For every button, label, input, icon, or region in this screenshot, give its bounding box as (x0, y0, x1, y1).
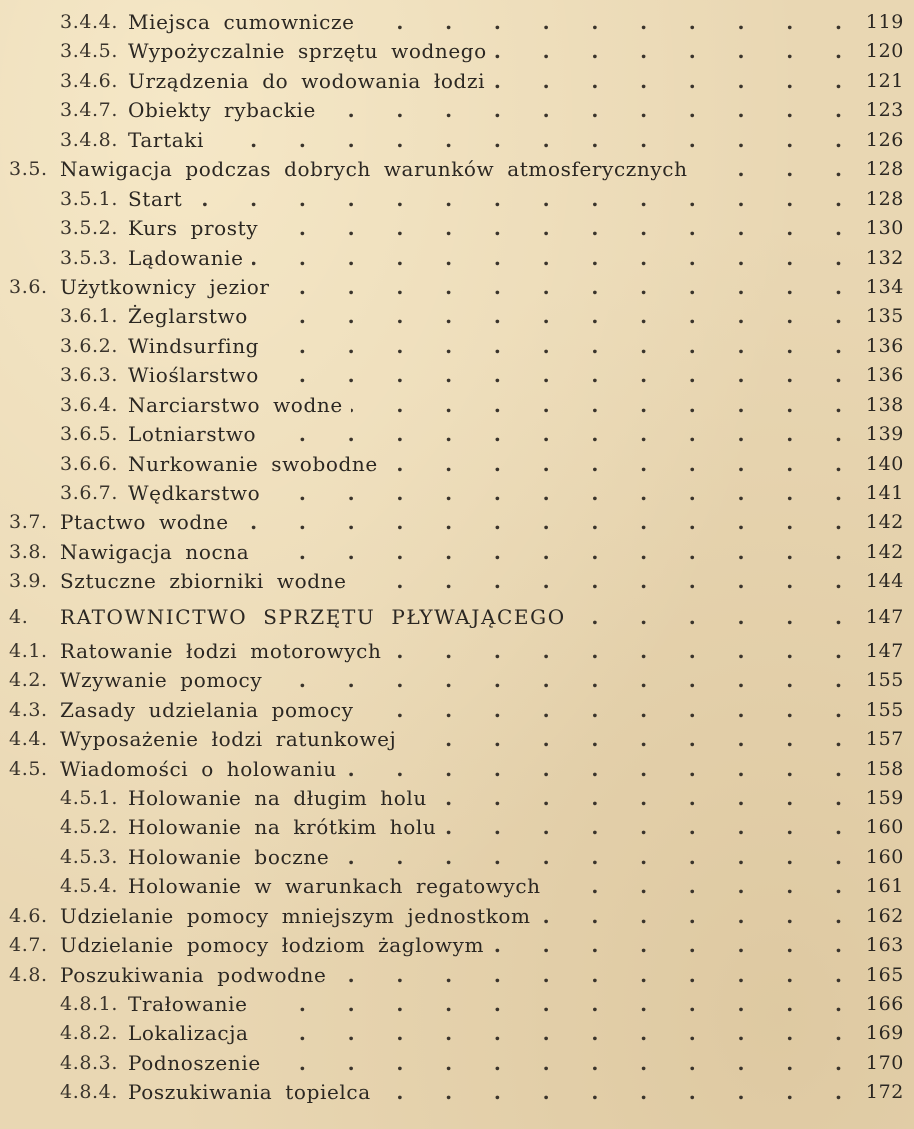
toc-entry-title: Urządzenia do wodowania łodzi (128, 68, 486, 93)
toc-entry-page-number: 159 (865, 786, 904, 809)
dot-leader (574, 599, 842, 635)
toc-entry (0, 538, 914, 567)
dot-leader (266, 214, 842, 243)
toc-entry (0, 813, 914, 842)
toc-entry-number: 3.6.3. (60, 364, 118, 387)
toc-entry-page-number: 161 (865, 875, 904, 898)
dot-leader (278, 273, 842, 302)
toc-entry (0, 1019, 914, 1048)
toc-entry-title: Udzielanie pomocy łodziom żaglowym (60, 933, 485, 958)
toc-entry-number: 4.2. (9, 669, 48, 692)
toc-entry-number: 3.4.7. (60, 99, 118, 122)
toc-entry (0, 508, 914, 537)
toc-entry (0, 872, 914, 901)
toc-entry-number: 4.5.4. (60, 875, 118, 898)
toc-entry-title: Lotniarstwo (128, 422, 257, 447)
toc-entry-number: 3.6.1. (60, 305, 118, 328)
toc-entry (0, 37, 914, 66)
toc-entry-title: Wioślarstwo (128, 363, 259, 388)
dot-leader (337, 843, 842, 872)
toc-entry (0, 637, 914, 666)
dot-leader (256, 302, 842, 331)
toc-entry-number: 3.5. (9, 158, 48, 181)
toc-entry-page-number: 130 (865, 217, 904, 240)
toc-entry (0, 902, 914, 931)
toc-entry-title: Nawigacja nocna (60, 539, 250, 564)
toc-entry-title: Start (128, 186, 183, 211)
dot-leader (270, 666, 842, 695)
toc-entry-number: 3.6. (9, 275, 48, 298)
toc-entry-number: 3.5.2. (60, 217, 118, 240)
toc-entry-title: Obiekty rybackie (128, 98, 316, 123)
toc-entry-title: Trałowanie (128, 992, 248, 1016)
toc-entry-page-number: 160 (865, 845, 904, 868)
toc-entry-title: Lokalizacja (128, 1021, 249, 1046)
toc-entry (0, 599, 914, 635)
dot-leader (386, 450, 842, 479)
toc-entry-title: Ptactwo wodne (60, 510, 229, 535)
toc-entry-page-number: 128 (865, 158, 904, 181)
toc-entry-title: Tartaki (128, 127, 204, 152)
toc-entry (0, 244, 914, 273)
dot-leader (269, 1049, 842, 1078)
toc-entry-page-number: 139 (865, 423, 904, 446)
toc-entry-number: 4.8.4. (60, 1081, 118, 1104)
dot-leader (495, 37, 842, 66)
toc-entry-page-number: 128 (865, 187, 904, 210)
toc-entry-number: 3.6.6. (60, 452, 118, 475)
dot-leader (190, 185, 842, 214)
toc-entry-title: Sztuczne zbiorniki wodne (60, 569, 347, 594)
toc-entry (0, 420, 914, 449)
toc-entry-title: Miejsca cumownicze (128, 10, 355, 34)
toc-entry-page-number: 155 (865, 669, 904, 692)
toc-entry-title: Wyposażenie łodzi ratunkowej (60, 727, 397, 752)
toc-entry-title: Holowanie na długim holu (128, 785, 427, 810)
table-of-contents (0, 8, 914, 1108)
toc-entry-title: Zasady udzielania pomocy (60, 697, 354, 722)
toc-entry-page-number: 132 (865, 246, 904, 269)
dot-leader (492, 931, 842, 960)
toc-entry (0, 931, 914, 960)
toc-entry (0, 990, 914, 1019)
toc-entry-page-number: 147 (865, 605, 904, 628)
toc-entry-number: 4.7. (9, 934, 48, 957)
toc-entry-page-number: 136 (865, 334, 904, 357)
dot-leader (351, 391, 842, 420)
toc-entry (0, 843, 914, 872)
dot-leader (257, 538, 842, 567)
toc-entry (0, 567, 914, 596)
toc-entry-title: Narciarstwo wodne (128, 392, 343, 417)
toc-entry-title: Podnoszenie (128, 1050, 261, 1075)
toc-entry-page-number: 121 (865, 69, 904, 92)
dot-leader (389, 637, 842, 666)
dot-leader (267, 332, 842, 361)
toc-entry-title: Wędkarstwo (128, 481, 261, 505)
toc-entry-number: 4.5.2. (60, 816, 118, 839)
toc-entry-title: Nawigacja podczas dobrych warunków atmosferycznych (60, 157, 688, 182)
toc-entry-page-number: 157 (865, 728, 904, 751)
toc-entry-title: Wypożyczalnie sprzętu wodnego (128, 39, 487, 64)
dot-leader (264, 420, 842, 449)
toc-entry-page-number: 142 (865, 511, 904, 534)
toc-entry (0, 755, 914, 784)
toc-entry (0, 126, 914, 155)
dot-leader (362, 696, 842, 725)
toc-entry (0, 696, 914, 725)
dot-leader (404, 725, 842, 754)
dot-leader (257, 1019, 842, 1048)
dot-leader (267, 361, 842, 390)
toc-entry-page-number: 120 (865, 40, 904, 63)
toc-entry-number: 4.5.1. (60, 786, 118, 809)
toc-entry-number: 3.7. (9, 511, 48, 534)
toc-entry (0, 391, 914, 420)
dot-leader (268, 479, 842, 508)
dot-leader (435, 784, 842, 813)
toc-entry-page-number: 147 (865, 639, 904, 662)
dot-leader (363, 8, 842, 37)
toc-entry-number: 4.8.1. (60, 993, 118, 1015)
toc-entry-title: Wzywanie pomocy (60, 668, 263, 693)
toc-entry-number: 4.8. (9, 963, 48, 986)
toc-entry-number: 4.3. (9, 698, 48, 721)
toc-entry-page-number: 119 (865, 11, 904, 33)
toc-entry-number: 3.9. (9, 570, 48, 593)
toc-entry (0, 361, 914, 390)
toc-entry-title: RATOWNICTWO SPRZĘTU PŁYWAJĄCEGO (60, 604, 566, 629)
toc-entry-title: Nurkowanie swobodne (128, 451, 378, 476)
toc-entry-number: 4.8.3. (60, 1051, 118, 1074)
toc-entry-title: Wiadomości o holowaniu (60, 756, 337, 781)
toc-entry-page-number: 172 (865, 1081, 904, 1104)
dot-leader (539, 902, 842, 931)
toc-entry-page-number: 170 (865, 1051, 904, 1074)
toc-entry (0, 155, 914, 184)
dot-leader (237, 508, 842, 537)
toc-entry-number: 4.4. (9, 728, 48, 751)
dot-leader (696, 155, 842, 184)
toc-entry-number: 4.1. (9, 639, 48, 662)
toc-entry (0, 185, 914, 214)
toc-entry-number: 3.4.8. (60, 128, 118, 151)
toc-entry (0, 96, 914, 125)
toc-entry-page-number: 169 (865, 1022, 904, 1045)
toc-entry-title: Windsurfing (128, 333, 260, 358)
toc-entry-number: 4.6. (9, 904, 48, 927)
toc-entry-page-number: 135 (865, 305, 904, 328)
toc-entry (0, 784, 914, 813)
dot-leader (324, 96, 842, 125)
toc-entry-title: Holowanie boczne (128, 844, 330, 869)
toc-entry (0, 67, 914, 96)
toc-entry-number: 4.8.2. (60, 1022, 118, 1045)
toc-entry-page-number: 144 (865, 570, 904, 593)
toc-entry-number: 3.5.1. (60, 187, 118, 210)
dot-leader (379, 1078, 842, 1107)
toc-entry-title: Ratowanie łodzi motorowych (60, 638, 382, 663)
toc-entry-page-number: 155 (865, 698, 904, 721)
toc-entry (0, 8, 914, 37)
dot-leader (444, 813, 842, 842)
dot-leader (549, 872, 842, 901)
toc-entry-title: Holowanie w warunkach regatowych (128, 874, 541, 899)
toc-entry-page-number: 136 (865, 364, 904, 387)
toc-entry (0, 666, 914, 695)
toc-entry-number: 3.4.6. (60, 69, 118, 92)
toc-entry (0, 961, 914, 990)
dot-leader (212, 126, 842, 155)
toc-entry-number: 3.6.2. (60, 334, 118, 357)
toc-entry-title: Kurs prosty (128, 216, 259, 241)
toc-entry-page-number: 142 (865, 540, 904, 563)
toc-entry-number: 4.5. (9, 757, 48, 780)
toc-entry-page-number: 162 (865, 904, 904, 927)
dot-leader (256, 990, 842, 1019)
dot-leader (334, 961, 842, 990)
toc-entry-number: 3.6.5. (60, 423, 118, 446)
toc-entry (0, 450, 914, 479)
toc-entry (0, 1049, 914, 1078)
toc-entry (0, 214, 914, 243)
toc-entry-page-number: 163 (865, 934, 904, 957)
toc-entry-page-number: 160 (865, 816, 904, 839)
dot-leader (355, 567, 842, 596)
dot-leader (345, 755, 842, 784)
toc-entry-page-number: 158 (865, 757, 904, 780)
toc-entry-title: Udzielanie pomocy mniejszym jednostkom (60, 903, 531, 928)
toc-entry-title: Żeglarstwo (128, 304, 248, 329)
toc-entry-number: 4.5.3. (60, 845, 118, 868)
toc-entry-number: 3.4.4. (60, 11, 118, 33)
toc-entry-page-number: 140 (865, 452, 904, 475)
dot-leader (252, 244, 842, 273)
toc-entry-page-number: 166 (865, 993, 904, 1015)
toc-entry-number: 3.8. (9, 540, 48, 563)
toc-entry-page-number: 123 (865, 99, 904, 122)
toc-entry (0, 479, 914, 508)
toc-entry-number: 3.4.5. (60, 40, 118, 63)
toc-entry-number: 3.6.4. (60, 393, 118, 416)
toc-entry-page-number: 126 (865, 128, 904, 151)
toc-entry-page-number: 165 (865, 963, 904, 986)
toc-entry-title: Poszukiwania podwodne (60, 962, 327, 987)
toc-entry (0, 332, 914, 361)
toc-entry-title: Poszukiwania topielca (128, 1080, 371, 1105)
toc-entry-title: Użytkownicy jezior (60, 274, 270, 299)
toc-entry (0, 725, 914, 754)
toc-entry-page-number: 141 (865, 482, 904, 504)
toc-entry-number: 4. (9, 605, 29, 628)
dot-leader (493, 67, 842, 96)
toc-entry-page-number: 134 (865, 275, 904, 298)
toc-entry (0, 1078, 914, 1107)
toc-entry-number: 3.6.7. (60, 482, 118, 504)
toc-entry-number: 3.5.3. (60, 246, 118, 269)
toc-entry-page-number: 138 (865, 393, 904, 416)
toc-entry-title: Lądowanie (128, 245, 244, 270)
toc-entry (0, 273, 914, 302)
toc-entry (0, 302, 914, 331)
toc-entry-title: Holowanie na krótkim holu (128, 815, 437, 840)
